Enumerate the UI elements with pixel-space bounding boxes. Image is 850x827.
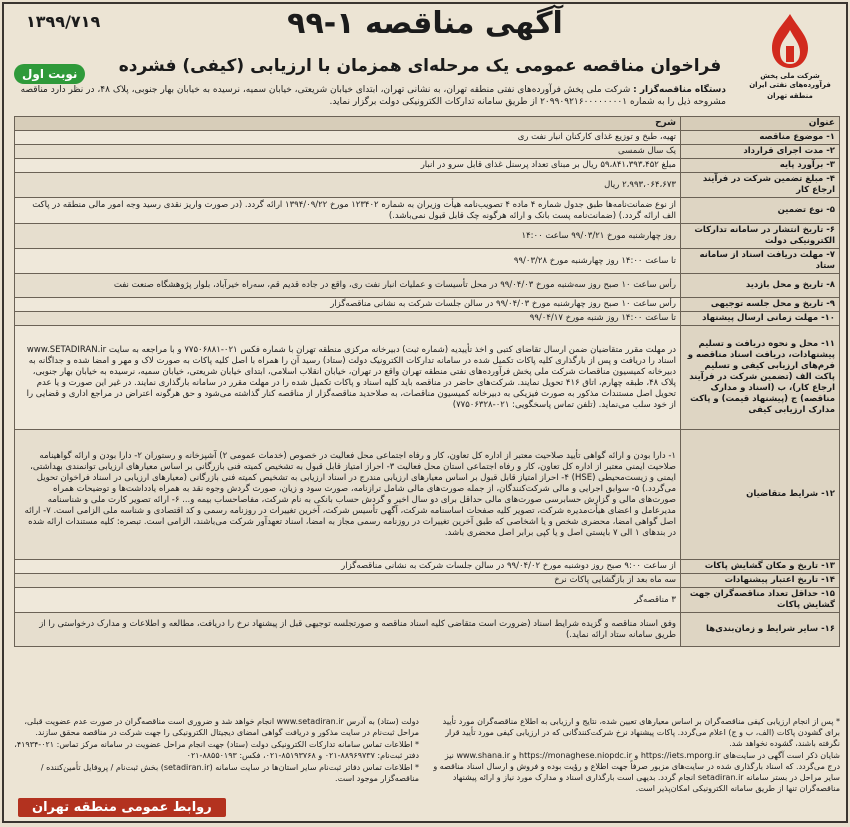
table-row [15,298,840,312]
row-description: رأس ساعت ۱۰ صبح روز چهارشنبه مورخ ۹۹/۰۴/۰۳ در سالن جلسات شرکت به نشانی مناقصه‌گزار [15,298,681,312]
row-title: ۱۲- شرایط متقاضیان [681,430,840,560]
table-row [15,312,840,326]
row-description: سه ماه بعد از بازگشایی پاکات نرخ [15,574,681,588]
publication-badge: نوبت اول [14,64,85,84]
row-description: تا ساعت ۱۴:۰۰ روز شنبه مورخ ۹۹/۰۴/۱۷ [15,312,681,326]
table-row [15,430,840,560]
footer-note: * اطلاعات تماس دفاتر ثبت‌نام سایر استان‌ها در سایت سامانه (setadiran.ir) بخش ثبت‌نام / پروفایل تأمین‌کننده / مناقصه‌گزار موجود است. [40,763,419,783]
row-title: ۶- تاریخ انتشار در سامانه تدارکات الکترونیکی دولت [681,224,840,249]
row-title: ۲- مدت اجرای قرارداد [681,145,840,159]
org-region: منطقه تهران [767,92,813,100]
footer-right-column [430,716,840,795]
row-description: از ساعت ۹:۰۰ صبح روز دوشنبه مورخ ۹۹/۰۴/۰۲ در سالن جلسات شرکت به نشانی مناقصه‌گزار [15,560,681,574]
table-row [15,159,840,173]
table-row [15,145,840,159]
table-header-row [15,117,840,131]
row-title: ۱۳- تاریخ و مکان گشایش پاکات [681,560,840,574]
footer-note: دولت (ستاد) به آدرس www.setadiran.ir انجام خواهد شد و ضروری است مناقصه‌گران در صورت عدم عضویت قبلی، مراحل ثبت‌نام در سایت مذکور و دریافت گواهی امضای دیجیتال الکترونیکی را جهت شرکت در مناقصه محقق سازند. [24,717,419,737]
row-title: ۳- برآورد پایه [681,159,840,173]
row-description: در مهلت مقرر متقاضیان ضمن ارسال تقاضای کتبی و اخذ تأییدیه (شماره ثبت) دبیرخانه مرکزی منطقه تهران با شماره فکس ۰۲۱-۷۷۵۰۶۸۸۱ و با مراجعه به سایت www.SETADIRAN.ir اسناد را دریافت و پس از بارگذاری کلیه پاکات تکمیل شده در سامانه تدارکات الکترونیک دولت (ستاد) رسید آن را همراه با اصل کلیه پاکات به صورت لاک و مهر و امضا شده و جداگانه به دبیرخانه کمیسیون مناقصات شرکت ملی پخش فرآورده‌های نفتی منطقه تهران واقع در تهران، خیابان انقلاب اسلامی، ابتدای خیابان شریعتی، خیابان سمیه، نرسیده به خیابان بهار جنوبی، پلاک ۴۸، طبقه چهارم، اتاق ۴۱۶ تحویل نمایند. شرکت‌های حاضر در مناقصه باید کلیه اسناد و پاکات تکمیل شده را در مهلت مقرر در سامانه بارگذاری نمایند. در غیر این صورت و یا عدم تحویل اصل مستندات مذکور به صورت فیزیکی به دبیرخانه کمیسیون مناقصات، به صلاحدید مناقصه‌گزار از مناقصه کنار گذاشته می‌شود و حق هرگونه اعتراض در مراجع اداری و قضایی را از خود سلب می‌نماید. (تلفن تماس پاسخگویی: ۰۲۱-۷۷۵۰۶۳۲۸) [15,326,681,430]
table-row [15,326,840,430]
row-title: ۷- مهلت دریافت اسناد از سامانه ستاد [681,249,840,274]
row-description: از نوع ضمانت‌نامه‌ها طبق جدول شماره ۴ ماده ۴ تصویب‌نامه هیأت وزیران به شماره ۱۲۳۴۰۲ مورخ ۱۳۹۴/۰۹/۲۲ ارائه گردد. (در صورت واریز نقدی رسید وجه امور مالی منطقه در پاکت الف ارائه گردد.) (ضمانت‌نامه پست بانک و ارائه هرگونه چک قابل قبول نمی‌باشد.) [15,198,681,224]
notice-footer [14,716,840,800]
row-title: ۱- موضوع مناقصه [681,131,840,145]
org-name: شرکت ملی پخش فرآورده‌های نفتی ایران [749,72,831,89]
bottom-bar [14,797,840,817]
notice-number: ۱۳۹۹/۷۱۹ [26,12,101,31]
row-description: ۳ مناقصه‌گر [15,588,681,613]
footer-note: * اطلاعات تماس سامانه تدارکات الکترونیکی دولت (ستاد) جهت انجام مراحل عضویت در سامانه مرکز تماس: ۰۲۱-۴۱۹۳۴، دفتر ثبت‌نام: ۸۸۹۶۹۷۳۷-۰۲۱ و ۸۵۱۹۳۷۶۸-۰۲۱، فکس: ۸۸۵۵۰۱۹۳-۰۲۱ [14,740,419,760]
row-description: وفق اسناد مناقصه و گزیده شرایط اسناد (ضرورت است متقاضی کلیه اسناد مناقصه و صورتجلسه توجیهی قبل از پیشنهاد نرخ را دریافت، مطالعه و اطلاعات و مدارک درخواستی را از طریق سامانه ستاد ارائه نماید.) [15,613,681,647]
row-title: ۵- نوع تضمین [681,198,840,224]
row-title: ۴- مبلغ تضمین شرکت در فرآیند ارجاع کار [681,173,840,198]
table-row [15,560,840,574]
row-title: ۸- تاریخ و محل بازدید [681,274,840,298]
tender-notice [2,2,848,823]
table-row [15,574,840,588]
table-row [15,274,840,298]
intro-paragraph [14,84,726,108]
table-row [15,613,840,647]
notice-subtitle: فراخوان مناقصه عمومی یک مرحله‌ای همزمان با ارزیابی (کیفی) فشرده [118,56,722,76]
footer-note: شایان ذکر است آگهی در سایت‌های https://iets.mporg.ir و https://monaghese.niopdc.ir و www.shana.ir نیز درج می‌گردد. که اسناد بارگذاری شده در سایت‌های مزبور صرفاً جهت اطلاع و رؤیت بوده و فروش و ارسال اسناد مناقصه و سایر مراحل در بستر سامانه setadiran.ir انجام گردد. بدیهی است بارگذاری اسناد و مدارک مورد نیاز و ارائه پیشنهاد مناقصه‌گران تنها از طریق سامانه الکترونیکی امکان‌پذیر است. [433,751,840,793]
footer-left-column [14,716,419,785]
row-description: ۲،۹۹۳،۰۶۴،۶۷۳ ریال [15,173,681,198]
row-description: مبلغ ۵۹،۸۴۱،۳۹۳،۴۵۲ ریال بر مبنای تعداد پرسنل غذای قابل سرو در انبار [15,159,681,173]
company-logo [740,10,840,110]
notice-header [4,4,846,114]
row-description: تا ساعت ۱۴:۰۰ روز چهارشنبه مورخ ۹۹/۰۳/۲۸ [15,249,681,274]
table-row [15,249,840,274]
row-description: روز چهارشنبه مورخ ۹۹/۰۳/۲۱ ساعت ۱۴:۰۰ [15,224,681,249]
row-description: یک سال شمسی [15,145,681,159]
intro-text: شرکت ملی پخش فرآورده‌های نفتی منطقه تهران، به نشانی تهران، ابتدای خیابان شریعتی، خیابان سمیه، نرسیده به خیابان بهار جنوبی، پلاک ۴۸، در نظر دارد مناقصه مشروحه ذیل را به شماره ۲۰۹۹۰۹۲۱۶۰۰۰۰۰۰۰۰۱ از طریق سامانه تدارکات الکترونیکی دولت برگزار نماید. [20,85,726,107]
table-row [15,198,840,224]
table-row [15,224,840,249]
footer-note: * پس از انجام ارزیابی کیفی مناقصه‌گران بر اساس معیارهای تعیین شده، نتایج و ارزیابی به اطلاع مناقصه‌گران مورد تأیید برای گشودن پاکات (الف، ب و ج) اعلام می‌گردد. پاکات پیشنهاد نرخ شرکت‌کنندگانی که در ارزیابی کیفی مورد تأیید قرار نگرفته باشند، گشوده نخواهد شد. [442,717,840,748]
flame-logo-icon [760,10,820,70]
row-title: ۱۱- محل و نحوه دریافت و تسلیم پیشنهادات، دریافت اسناد مناقصه و فرم‌های ارزیابی کیفی و تسلیم پاکت الف (تضمین شرکت در فرآیند ارجاع کار)، ب (اسناد و مدارک مناقصه) ج (پیشنهاد قیمت) و پاکت مدارک ارزیابی کیفی [681,326,840,430]
col-desc-header: شرح [15,117,681,131]
table-row [15,173,840,198]
row-description: ۱- دارا بودن و ارائه گواهی تأیید صلاحیت معتبر از اداره کل تعاون، کار و رفاه اجتماعی محل فعالیت در خصوص (خدمات عمومی ۲) آشپزخانه و رستوران ۲- دارا بودن و ارائه گواهینامه صلاحیت ایمنی معتبر از اداره کل تعاون، کار و رفاه اجتماعی استان محل فعالیت ۳- احراز امتیاز قابل قبول به تشخیص کمیته فنی بازرگانی بر اساس معیارهای ارزیابی توانمندی بهداشتی، ایمنی و زیست‌محیطی (HSE) ۴- احراز امتیاز قابل قبول بر اساس معیارهای ارزیابی مندرج در اسناد ارزیابی به تشخیص کمیته فنی بازرگانی (معیارهای ارزیابی در اسناد فراخوان تحویل می‌گردد.) ۵- سوابق اجرایی و مالی شرکت‌کنندگان، از جمله صورت‌های مالی شامل ترازنامه، صورت سود و زیان، صورت گردش وجوه نقد به همراه یادداشت‌ها و توضیحات همراه صورت‌های مالی و گزارش حسابرسی صورت‌های مالی حداقل برای دو سال اخیر و گردش حساب بانکی به نام شرکت، مفاصاحساب بیمه و... ۶- ارائه تصویر کارت ملی و شناسنامه مدیرعامل و اعضای هیأت‌مدیره شرکت، تصویر کلیه صفحات اساسنامه شرکت، آگهی تأسیس شرکت، آخرین تغییرات در روزنامه رسمی و کد اقتصادی و شناسه ملی الزامی است. ۷- ارائه اصل گواهی امضا، محضری شخص و یا اشخاصی که طبق آخرین تغییرات در روزنامه رسمی مجاز به امضا، اسناد تعهدآور شرکت می‌باشند، الزامی است. تبصره: کلیه مستندات ارائه شده در بندهای ۱ الی ۷ بایستی اصل و یا کپی برابر اصل محضری باشد. [15,430,681,560]
row-title: ۱۵- حداقل تعداد مناقصه‌گران جهت گشایش پاکات [681,588,840,613]
notice-title: آگهی مناقصه ۱-۹۹ [287,6,563,41]
row-title: ۹- تاریخ و محل جلسه توجیهی [681,298,840,312]
intro-label: دستگاه مناقصه‌گزار : [633,85,726,95]
tender-details-table [14,116,840,647]
col-title-header: عنوان [681,117,840,131]
row-title: ۱۰- مهلت زمانی ارسال پیشنهاد [681,312,840,326]
row-description: تهیه، طبخ و توزیع غذای کارکنان انبار نفت ری [15,131,681,145]
row-title: ۱۶- سایر شرایط و زمان‌بندی‌ها [681,613,840,647]
row-description: رأس ساعت ۱۰ صبح روز سه‌شنبه مورخ ۹۹/۰۴/۰۳ در محل تأسیسات و عملیات انبار نفت ری، واقع در جاده قدیم قم، سه‌راه خیرآباد، بلوار پژوهشگاه صنعت نفت [15,274,681,298]
table-row [15,131,840,145]
public-relations-label: روابط عمومی منطقه تهران [18,798,226,817]
row-title: ۱۴- تاریخ اعتبار پیشنهادات [681,574,840,588]
table-row [15,588,840,613]
